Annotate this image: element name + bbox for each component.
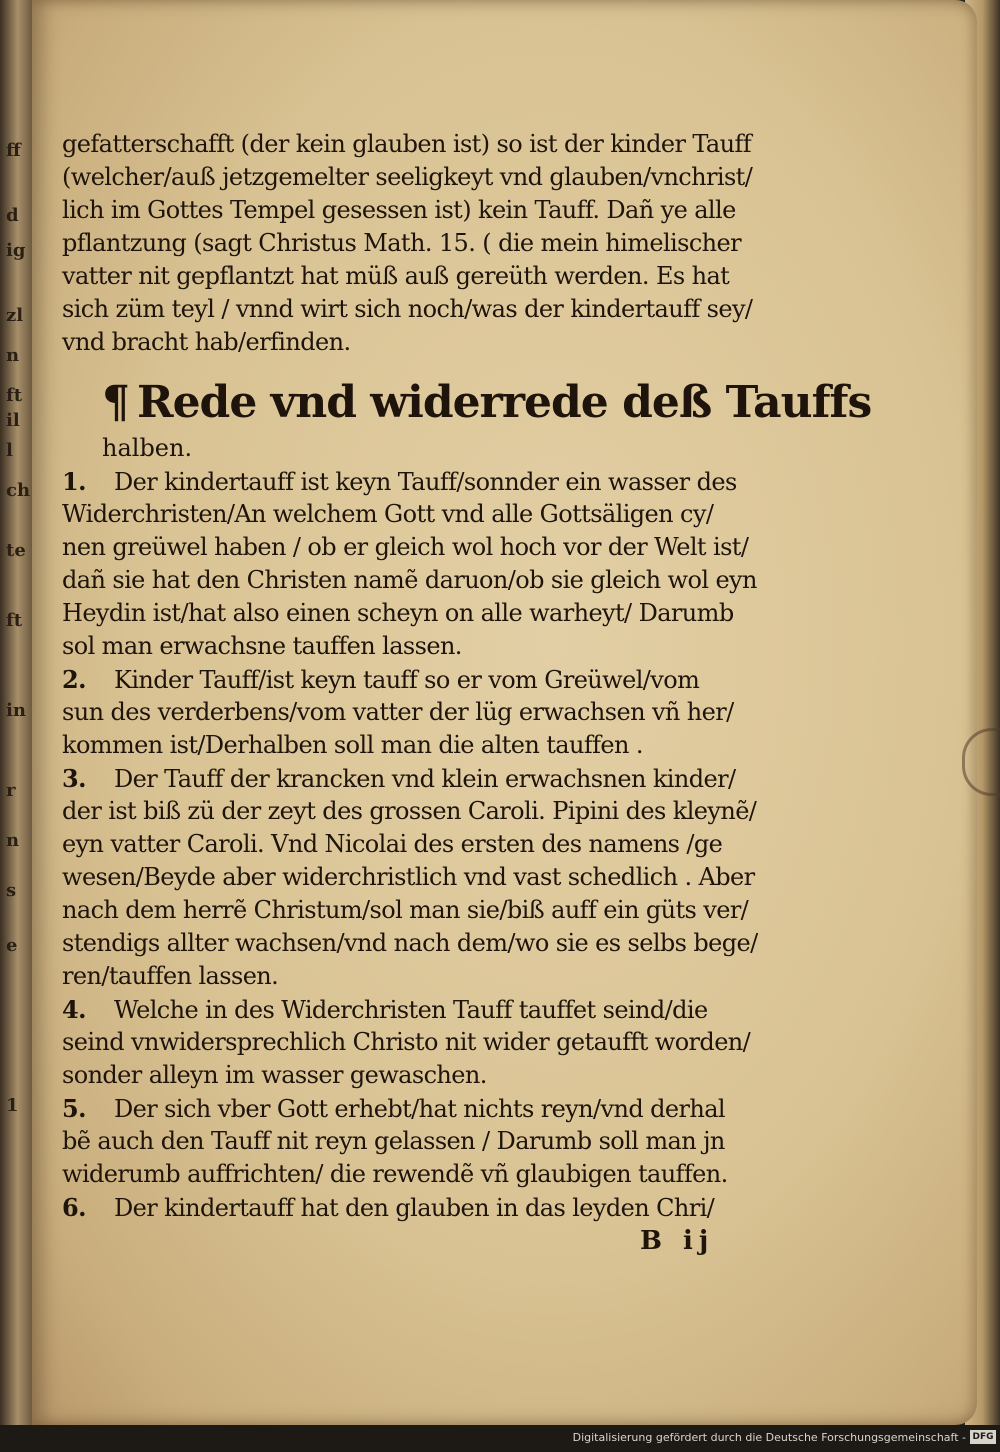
text-line: Welche in des Widerchristen Tauff tauffet seind/die <box>114 996 708 1024</box>
text-line: lich im Gottes Tempel gesessen ist) kein Tauff. Dañ ye alle <box>62 196 736 224</box>
margin-fragment: ff <box>6 140 21 161</box>
margin-fragment: ft <box>6 385 23 406</box>
text-line: dañ sie hat den Christen namẽ daruon/ob sie gleich wol eyn <box>62 566 757 594</box>
text-line: widerumb auffrichten/ die rewendẽ vñ glaubigen tauffen. <box>62 1160 728 1188</box>
text-line: nen greüwel haben / ob er gleich wol hoch vor der Welt ist/ <box>62 533 749 561</box>
dfg-logo-icon: DFG <box>970 1430 996 1444</box>
text-line: gefatterschafft (der kein glauben ist) so ist der kinder Tauff <box>62 130 752 158</box>
text-line: vnd bracht hab/erfinden. <box>62 328 351 356</box>
signature-mark: B ij <box>640 1226 715 1256</box>
item-6 <box>62 1191 802 1224</box>
text-line: nach dem herrẽ Christum/sol man sie/biß auff ein güts ver/ <box>62 896 749 924</box>
previous-page-edge <box>0 0 32 1425</box>
item-number: 1. <box>62 467 86 496</box>
text-line: der ist biß zü der zeyt des grossen Caroli. Pipini des kleynẽ/ <box>62 797 757 825</box>
page-clip-mark <box>962 728 1000 796</box>
margin-fragment: ft <box>6 610 23 631</box>
item-number: 2. <box>62 665 86 694</box>
text-line: Der sich vber Gott erhebt/hat nichts reyn/vnd derhal <box>114 1095 725 1123</box>
text-line: sol man erwachsne tauffen lassen. <box>62 632 462 660</box>
page-text <box>62 128 872 1224</box>
margin-fragment: in <box>6 700 26 721</box>
section-heading-continuation: halben. <box>102 434 193 462</box>
text-line: Der kindertauff hat den glauben in das leyden Chri/ <box>114 1194 715 1222</box>
intro-paragraph <box>62 128 802 359</box>
text-line: seind vnwidersprechlich Christo nit wider getaufft worden/ <box>62 1028 751 1056</box>
text-line: Widerchristen/An welchem Gott vnd alle Gottsäligen cy/ <box>62 500 714 528</box>
margin-fragment: n <box>6 830 20 851</box>
funding-credit: Digitalisierung gefördert durch die Deutsche Forschungsgemeinschaft - <box>572 1431 966 1444</box>
margin-fragment: r <box>6 780 16 801</box>
text-line: bẽ auch den Tauff nit reyn gelassen / Darumb soll man jn <box>62 1127 725 1155</box>
margin-fragment: 1 <box>6 1095 19 1116</box>
margin-fragment: ch <box>6 480 31 501</box>
item-number: 5. <box>62 1094 86 1123</box>
margin-fragment: l <box>6 440 13 461</box>
pilcrow-icon: ¶ <box>102 377 129 428</box>
text-line: eyn vatter Caroli. Vnd Nicolai des ersten des namens /ge <box>62 830 723 858</box>
item-4 <box>62 993 802 1092</box>
item-5 <box>62 1092 802 1191</box>
margin-fragment: e <box>6 935 18 956</box>
text-line: sun des verderbens/vom vatter der lüg erwachsen vñ her/ <box>62 698 734 726</box>
text-line: sich züm teyl / vnnd wirt sich noch/was der kindertauff sey/ <box>62 295 753 323</box>
section-title: Rede vnd widerrede deß Tauffs <box>137 377 872 428</box>
item-3 <box>62 762 802 993</box>
item-1 <box>62 465 802 663</box>
margin-fragment: ig <box>6 240 26 261</box>
text-line: Heydin ist/hat also einen scheyn on alle warheyt/ Darumb <box>62 599 734 627</box>
text-line: sonder alleyn im wasser gewaschen. <box>62 1061 487 1089</box>
margin-fragment: zl <box>6 305 24 326</box>
text-line: pflantzung (sagt Christus Math. 15. ( die mein himelischer <box>62 229 742 257</box>
margin-fragment: te <box>6 540 26 561</box>
text-line: ren/tauffen lassen. <box>62 962 279 990</box>
text-line: Der kindertauff ist keyn Tauff/sonnder ein wasser des <box>114 468 737 496</box>
text-line: Kinder Tauff/ist keyn tauff so er vom Greüwel/vom <box>114 666 700 694</box>
item-number: 6. <box>62 1193 86 1222</box>
text-line: stendigs allter wachsen/vnd nach dem/wo sie es selbs bege/ <box>62 929 758 957</box>
text-line: vatter nit gepflantzt hat müß auß gereüth werden. Es hat <box>62 262 730 290</box>
text-line: wesen/Beyde aber widerchristlich vnd vast schedlich . Aber <box>62 863 755 891</box>
section-heading <box>62 375 872 431</box>
margin-fragment: d <box>6 205 19 226</box>
item-number: 3. <box>62 764 86 793</box>
item-2 <box>62 663 802 762</box>
footer-bar <box>0 1425 1000 1452</box>
margin-fragment: n <box>6 345 20 366</box>
text-line: (welcher/auß jetzgemelter seeligkeyt vnd glauben/vnchrist/ <box>62 163 753 191</box>
margin-fragment: s <box>6 880 17 901</box>
margin-fragment: il <box>6 410 20 431</box>
item-number: 4. <box>62 995 86 1024</box>
text-line: kommen ist/Derhalben soll man die alten tauffen . <box>62 731 643 759</box>
text-line: Der Tauff der krancken vnd klein erwachsnen kinder/ <box>114 765 736 793</box>
